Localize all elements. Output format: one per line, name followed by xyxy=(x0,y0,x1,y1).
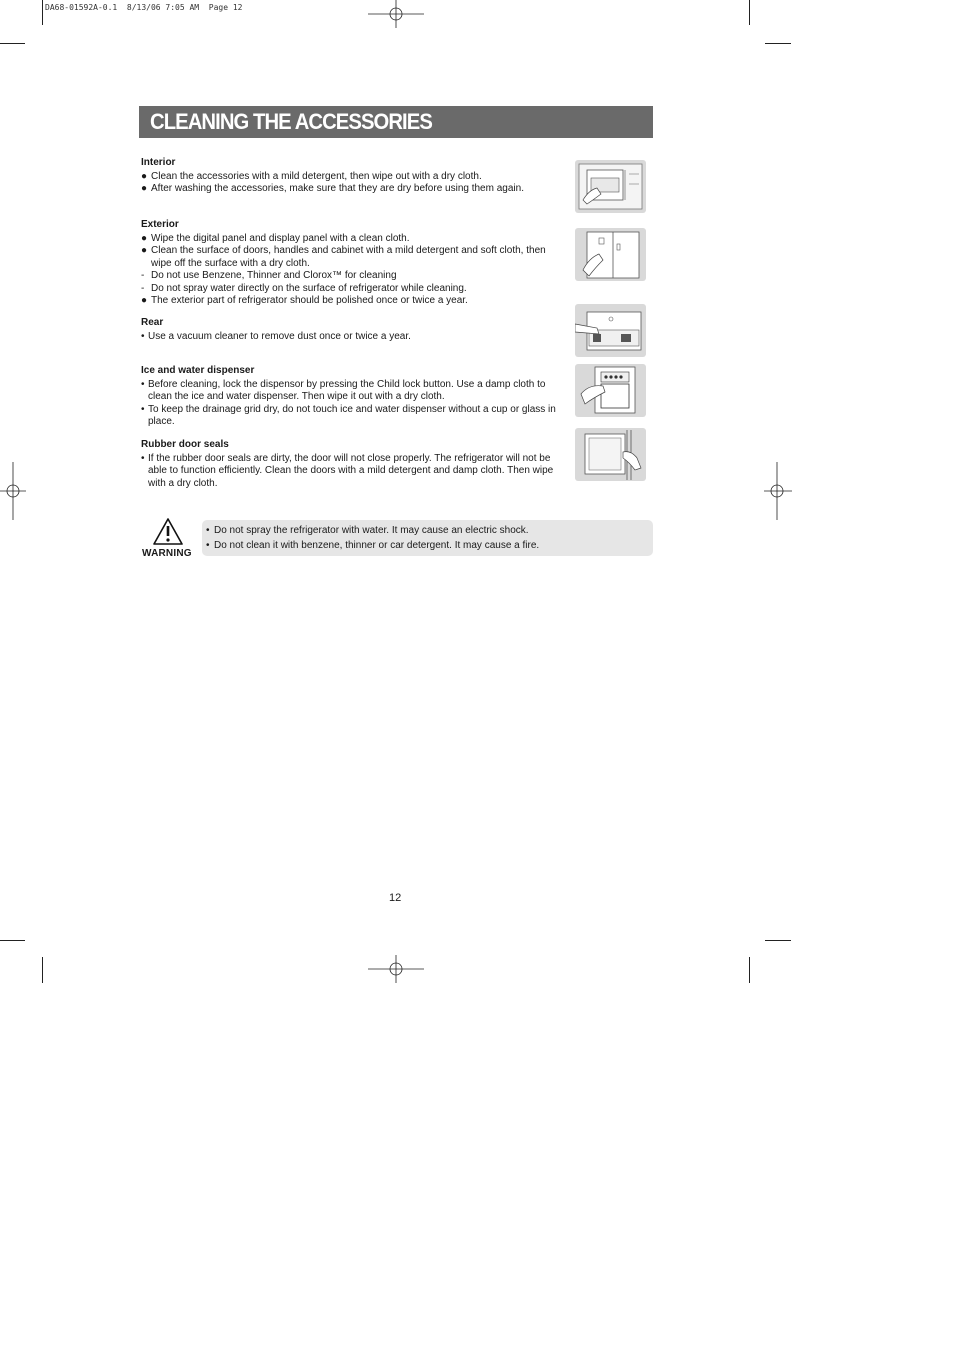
warning-triangle-icon xyxy=(153,518,183,545)
item-text: To keep the drainage grid dry, do not touch ice and water dispenser without a cup or glass in place. xyxy=(148,403,556,427)
registration-mark-bottom xyxy=(368,955,424,985)
registration-mark-right xyxy=(762,462,792,520)
section-heading: Interior xyxy=(141,157,176,168)
warning-item xyxy=(206,538,653,553)
dash-icon: - xyxy=(141,270,145,281)
page-title-bar xyxy=(139,106,653,138)
list-item xyxy=(141,331,556,344)
crop-mark xyxy=(42,0,43,25)
bullet-icon: ● xyxy=(141,232,148,244)
bullet-icon: ● xyxy=(141,170,148,182)
bullet-icon: • xyxy=(141,452,145,464)
item-text: After washing the accessories, make sure that they are dry before using them again. xyxy=(151,183,524,194)
crop-mark xyxy=(42,957,43,983)
registration-mark-top xyxy=(368,0,424,30)
bullet-icon: • xyxy=(206,525,210,536)
item-text: Wipe the digital panel and display panel with a clean cloth. xyxy=(151,232,410,244)
item-text: Clean the accessories with a mild detergent, then wipe out with a dry cloth. xyxy=(151,170,482,182)
crop-mark xyxy=(765,43,791,44)
door-seals-cleaning-illustration xyxy=(575,428,646,481)
warning-item xyxy=(206,523,653,538)
item-text: Clean the surface of doors, handles and cabinet with a mild detergent and soft cloth, then wipe off the surface with a dry cloth. xyxy=(151,245,546,269)
crop-mark xyxy=(0,43,25,44)
crop-mark xyxy=(749,0,750,25)
item-text: Do not clean it with benzene, thinner or car detergent. It may cause a fire. xyxy=(214,540,540,551)
section-exterior xyxy=(141,219,556,308)
list-item xyxy=(141,245,556,270)
warning-label: WARNING xyxy=(142,548,192,559)
crop-mark xyxy=(0,940,25,941)
list-item xyxy=(141,233,556,246)
item-text: Do not spray water directly on the surface of refrigerator while cleaning. xyxy=(151,282,467,294)
page-number: 12 xyxy=(389,892,402,904)
section-interior xyxy=(141,157,556,196)
item-text: Do not spray the refrigerator with water. It may cause an electric shock. xyxy=(214,525,529,536)
section-heading: Rubber door seals xyxy=(141,439,229,450)
item-text: If the rubber door seals are dirty, the door will not close properly. The refrigerator will not be able to function efficiently. Clean the doors with a mild detergent and damp cloth. Then wipe with a dry cloth. xyxy=(148,452,554,489)
bullet-icon: ● xyxy=(141,183,148,194)
section-heading: Rear xyxy=(141,317,164,328)
warning-box xyxy=(202,520,653,556)
crop-mark xyxy=(749,957,750,983)
list-item xyxy=(141,295,556,308)
registration-mark-left xyxy=(0,462,28,520)
list-item xyxy=(141,404,556,429)
section-heading: Ice and water dispenser xyxy=(141,365,255,376)
rear-cleaning-illustration xyxy=(575,304,646,357)
item-text: Do not use Benzene, Thinner and Clorox™ for cleaning xyxy=(151,270,397,281)
bullet-icon: • xyxy=(141,330,145,342)
list-item xyxy=(141,171,556,184)
bullet-icon: ● xyxy=(141,295,148,306)
bullet-icon: ● xyxy=(141,245,148,256)
section-rear xyxy=(141,317,556,343)
section-heading: Exterior xyxy=(141,219,179,230)
list-item xyxy=(141,183,556,196)
dash-icon: - xyxy=(141,282,145,294)
item-text: Use a vacuum cleaner to remove dust once or twice a year. xyxy=(148,330,411,342)
list-item xyxy=(141,379,556,404)
exterior-cleaning-illustration xyxy=(575,228,646,281)
page-title: CLEANING THE ACCESSORIES xyxy=(150,109,432,134)
item-text: Before cleaning, lock the dispensor by pressing the Child lock button. Use a damp cloth to clean the ice and water dispenser. Then wipe it out with a dry cloth. xyxy=(148,378,546,402)
section-dispenser xyxy=(141,365,556,429)
list-item xyxy=(141,453,556,491)
list-item xyxy=(141,283,556,296)
dispenser-cleaning-illustration xyxy=(575,364,646,417)
item-text: The exterior part of refrigerator should be polished once or twice a year. xyxy=(151,295,468,306)
section-door-seals xyxy=(141,439,556,490)
list-item xyxy=(141,270,556,283)
bullet-icon: • xyxy=(141,403,145,415)
print-slug: DA68-01592A-0.1 8/13/06 7:05 AM Page 12 xyxy=(45,3,243,12)
crop-mark xyxy=(765,940,791,941)
bullet-icon: • xyxy=(141,378,145,390)
bullet-icon: • xyxy=(206,540,210,551)
interior-cleaning-illustration xyxy=(575,160,646,213)
